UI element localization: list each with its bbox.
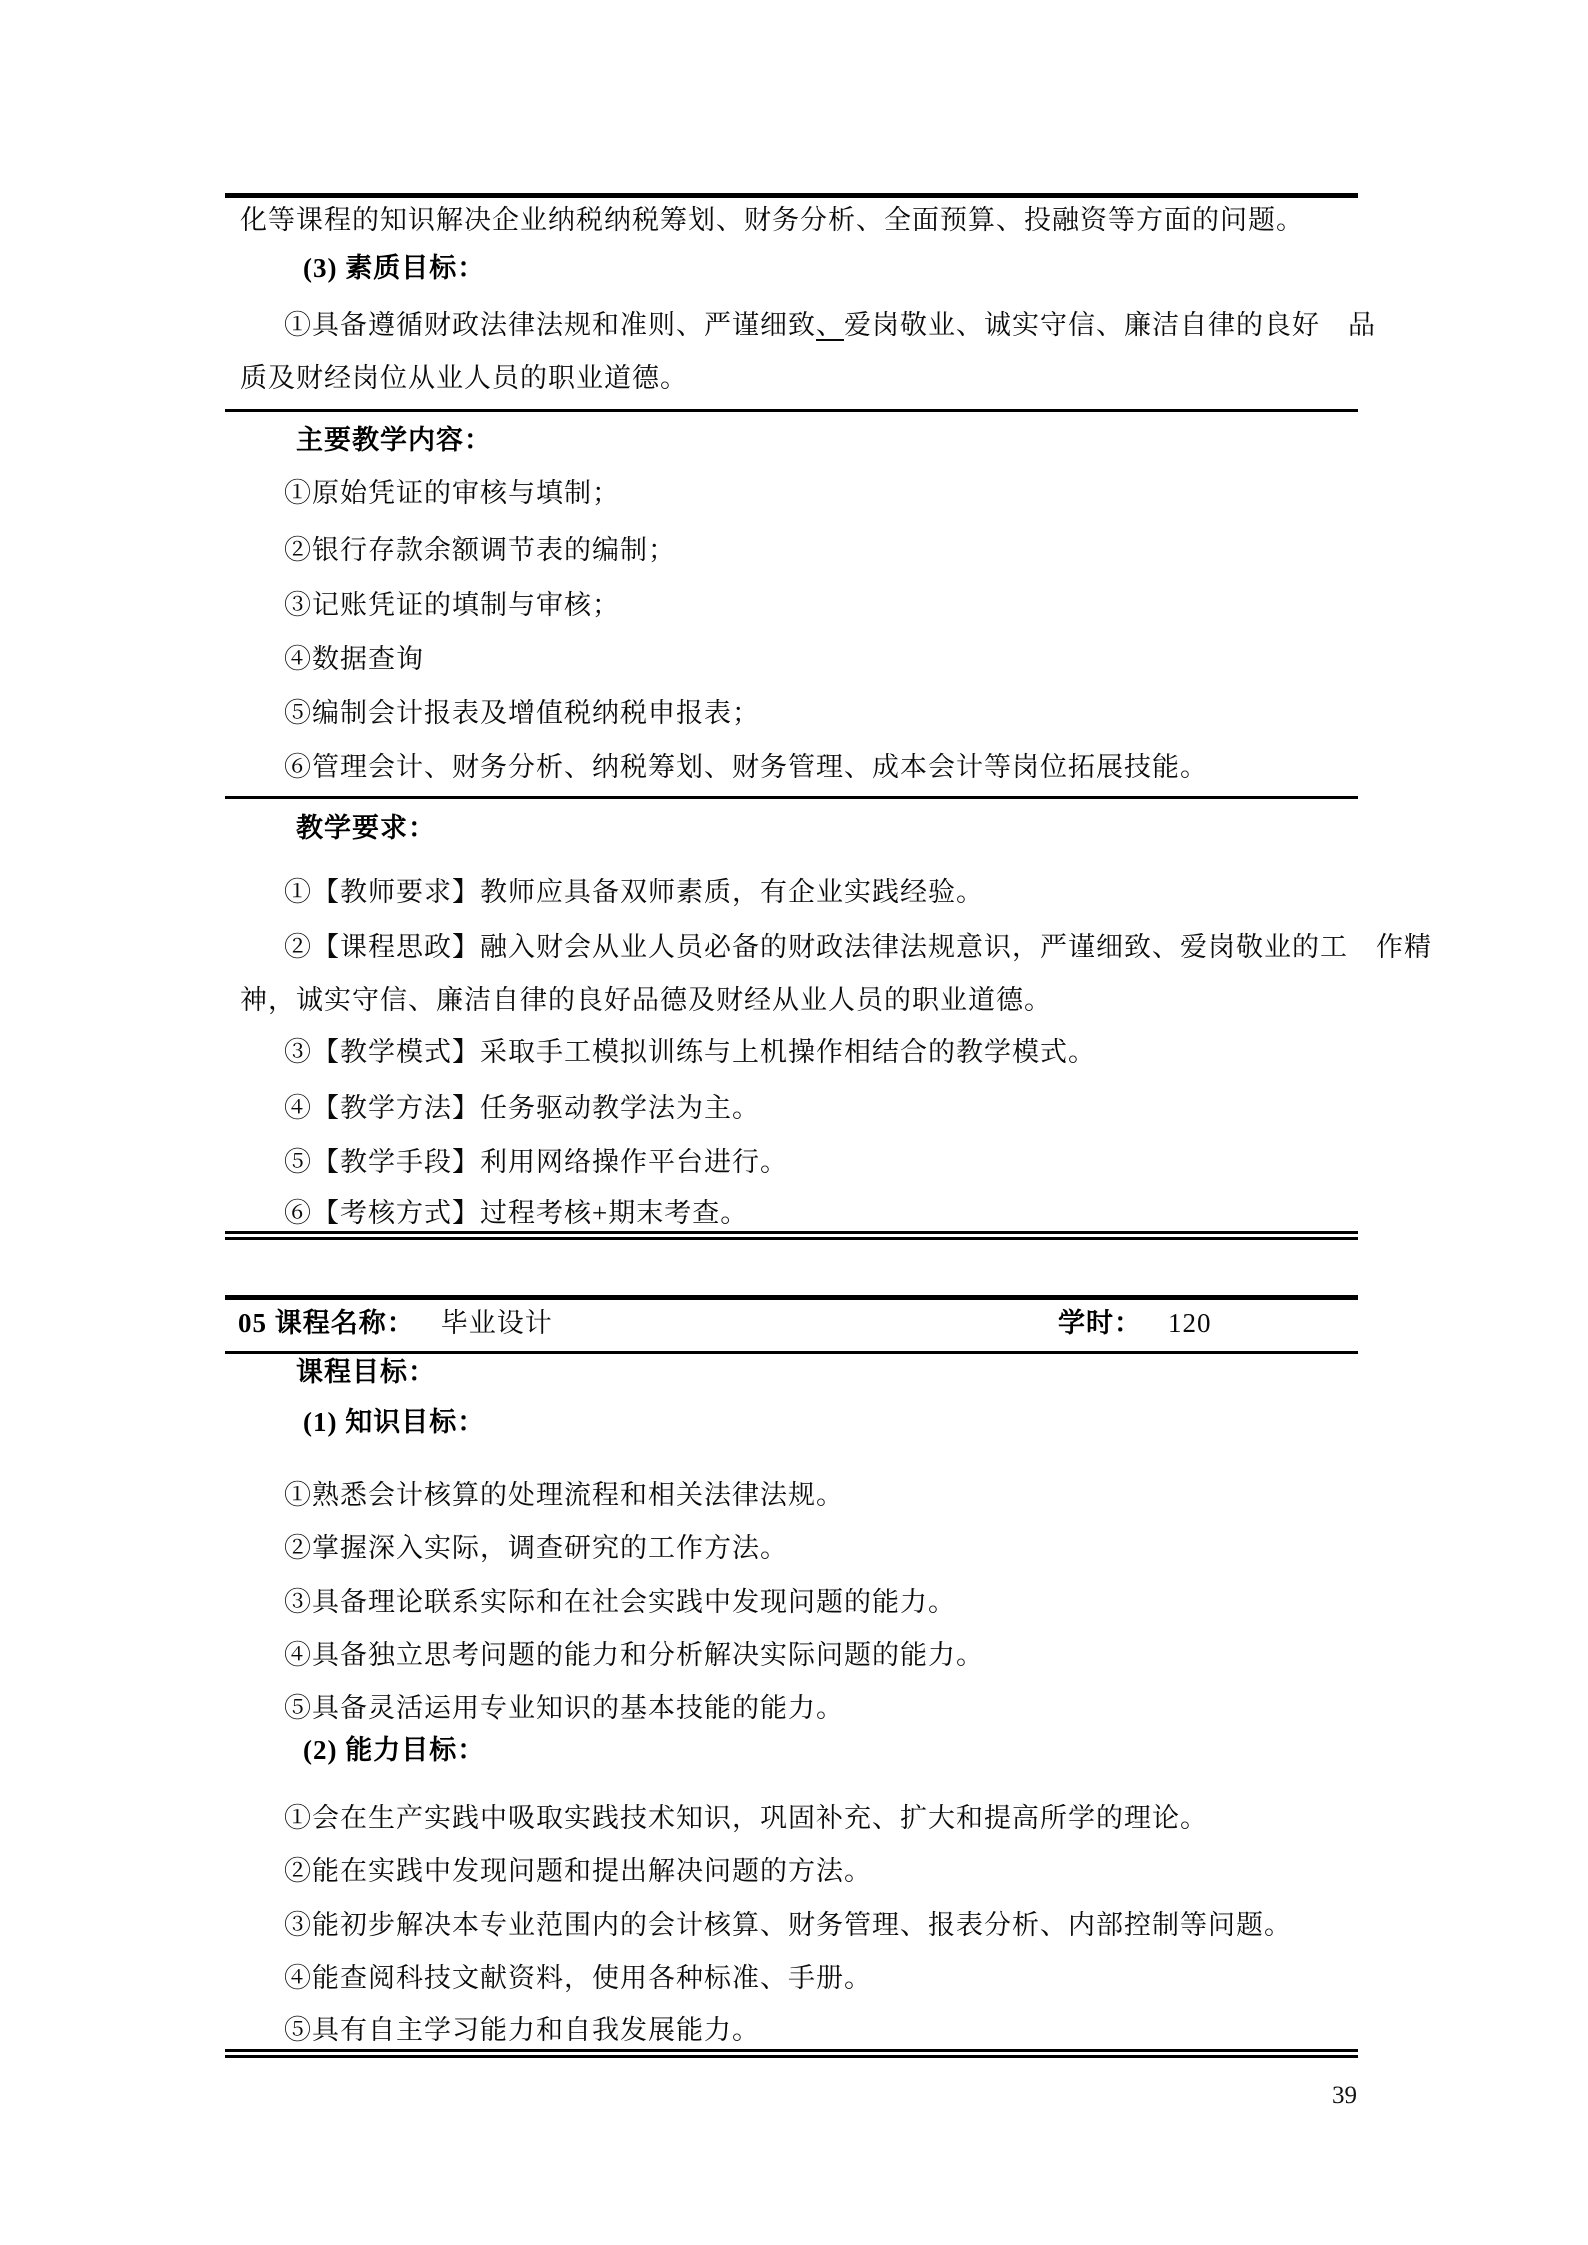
- course05-title-row: [238, 1303, 553, 1343]
- knowledge-goal-item: ②掌握深入实际，调查研究的工作方法。: [284, 1533, 788, 1563]
- heading-ability-goals: (2) 能力目标：: [303, 1735, 486, 1765]
- heading-teaching-content: 主要教学内容：: [296, 425, 492, 455]
- section-divider-content: [225, 409, 1358, 412]
- knowledge-goal-item: ④具备独立思考问题的能力和分析解决实际问题的能力。: [284, 1640, 984, 1670]
- hours-label: 学时：: [1058, 1308, 1142, 1338]
- quality-item-text-post: 爱岗敬业、诚实守信、廉洁自律的良好 品: [844, 310, 1376, 340]
- teaching-content-item: ②银行存款余额调节表的编制；: [284, 535, 676, 565]
- section-divider-top: [225, 193, 1358, 198]
- heading-quality-goals: (3) 素质目标：: [303, 253, 486, 283]
- course-number-label: 05 课程名称：: [238, 1308, 415, 1338]
- course-name: 毕业设计: [440, 1308, 553, 1338]
- quality-item-underlined-mark: 、: [816, 310, 844, 340]
- teaching-content-item: ⑤编制会计报表及增值税纳税申报表；: [284, 698, 760, 728]
- teaching-requirement-item: ④【教学方法】任务驱动教学法为主。: [284, 1093, 760, 1123]
- hours-value: 120: [1168, 1308, 1212, 1338]
- ability-goal-item: ③能初步解决本专业范围内的会计核算、财务管理、报表分析、内部控制等问题。: [284, 1910, 1292, 1940]
- teaching-requirement-item: ③【教学模式】采取手工模拟训练与上机操作相结合的教学模式。: [284, 1037, 1096, 1067]
- knowledge-goal-item: ⑤具备灵活运用专业知识的基本技能的能力。: [284, 1693, 844, 1723]
- ability-goal-item: ⑤具有自主学习能力和自我发展能力。: [284, 2015, 760, 2045]
- knowledge-goal-item: ③具备理论联系实际和在社会实践中发现问题的能力。: [284, 1587, 956, 1617]
- teaching-requirement-item-cont: 神，诚实守信、廉洁自律的良好品德及财经从业人员的职业道德。: [240, 985, 1052, 1015]
- teaching-requirement-item: ⑤【教学手段】利用网络操作平台进行。: [284, 1147, 788, 1177]
- ability-goal-item: ②能在实践中发现问题和提出解决问题的方法。: [284, 1856, 872, 1886]
- teaching-requirement-item: ②【课程思政】融入财会从业人员必备的财政法律法规意识，严谨细致、爱岗敬业的工 作精: [284, 932, 1432, 962]
- teaching-content-item: ①原始凭证的审核与填制；: [284, 478, 620, 508]
- heading-course-objectives: 课程目标：: [296, 1357, 436, 1387]
- paragraph-overflow: 化等课程的知识解决企业纳税纳税筹划、财务分析、全面预算、投融资等方面的问题。: [240, 205, 1304, 235]
- teaching-requirement-item: ①【教师要求】教师应具备双师素质，有企业实践经验。: [284, 877, 984, 907]
- ability-goal-item: ①会在生产实践中吸取实践技术知识，巩固补充、扩大和提高所学的理论。: [284, 1803, 1208, 1833]
- course05-top-rule: [225, 1295, 1358, 1300]
- course05-hours: [1058, 1303, 1212, 1343]
- quality-item-text-pre: ①具备遵循财政法律法规和准则、严谨细致: [284, 310, 816, 340]
- ability-goal-item: ④能查阅科技文献资料，使用各种标准、手册。: [284, 1963, 872, 1993]
- quality-goal-item-cont: 质及财经岗位从业人员的职业道德。: [240, 363, 688, 393]
- knowledge-goal-item: ①熟悉会计核算的处理流程和相关法律法规。: [284, 1480, 844, 1510]
- quality-goal-item: [284, 305, 1376, 345]
- page-bottom-divider: [225, 2049, 1358, 2058]
- course-end-divider: [225, 1231, 1358, 1240]
- heading-teaching-requirements: 教学要求：: [296, 813, 436, 843]
- section-divider-requirements: [225, 796, 1358, 799]
- page-number: 39: [1332, 2082, 1357, 2109]
- teaching-content-item: ⑥管理会计、财务分析、纳税筹划、财务管理、成本会计等岗位拓展技能。: [284, 752, 1208, 782]
- heading-knowledge-goals: (1) 知识目标：: [303, 1407, 486, 1437]
- teaching-content-item: ③记账凭证的填制与审核；: [284, 590, 620, 620]
- teaching-requirement-item: ⑥【考核方式】过程考核+期末考查。: [284, 1198, 749, 1228]
- teaching-content-item: ④数据查询: [284, 644, 424, 674]
